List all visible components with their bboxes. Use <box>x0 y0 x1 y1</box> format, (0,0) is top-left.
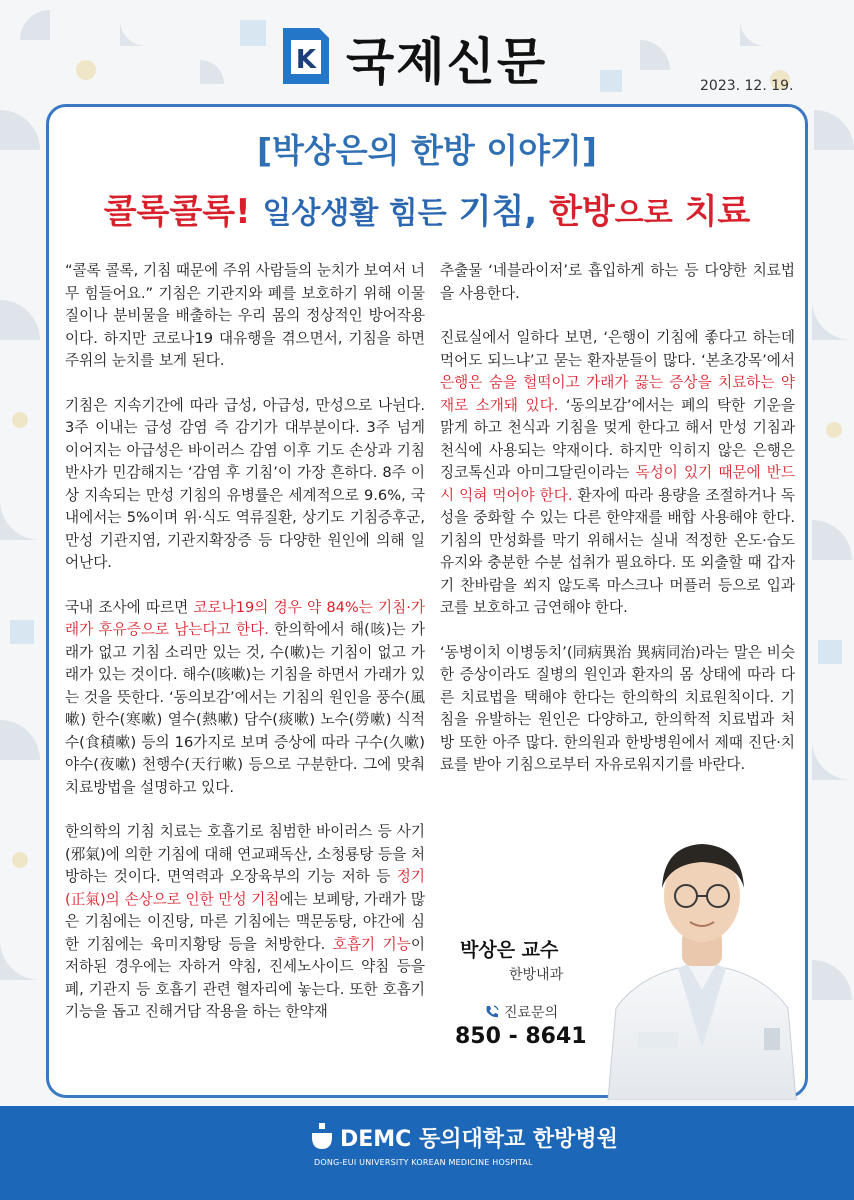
article-column-left <box>65 260 425 1046</box>
paragraph <box>65 597 425 800</box>
contact-label: 진료문의 <box>504 1005 559 1021</box>
article-column-right <box>440 260 795 799</box>
headline-part-2: 일상생활 힘든 <box>262 196 447 231</box>
paragraph: ‘동병이치 이병동치’(同病異治 異病同治)라는 말은 비슷한 증상이라도 질병의 원인과 환자의 몸 상태에 따라 다른 치료법을 택해야 한다는 한의학의 치료원칙이다. 기침을 유발하는 원인은 다양하고, 한의학적 치료법과 처방 또한 아주 많다. 한의원과 한방병원에서 제때 진단·치료를 받아 기침으로부터 자유로워지기를 바란다. <box>440 643 795 773</box>
headline-part-3: 기침, <box>458 192 538 232</box>
paragraph: “콜록 콜록, 기침 때문에 주위 사람들의 눈치가 보여서 너무 힘들어요.” 기침은 기관지와 폐를 보호하기 위해 이물질이나 분비물을 배출하는 우리 몸의 정상적인 방어작용이다. 하지만 코로나19 대유행을 겪으면서, 기침을 하면 주위의 눈치를 보게 된다. <box>65 262 425 369</box>
text-run: 이 저하된 경우에는 자하거 약침, 진세노사이드 약침 등을 폐, 기관지 등 호흡기 관련 혈자리에 놓는다. 또한 호흡기 기능을 돕고 진해거담 작용을 하는 한약재 <box>65 935 425 1020</box>
headline-part-5: 으로 <box>614 196 673 231</box>
phone-icon <box>484 1004 500 1020</box>
headline-part-6: 치료 <box>684 192 751 232</box>
highlighted-text: 정기(正氣)의 손상으로 인한 만성 기침 <box>65 868 425 908</box>
series-title: [박상은의 한방 이야기] <box>256 131 598 170</box>
text-run: 에는 보폐탕, 가래가 많은 기침에는 이진탕, 마른 기침에는 맥문동탕, 야간에 심한 기침에는 육미지황탕 등을 처방한다. <box>65 890 425 953</box>
hospital-logo-icon <box>310 1123 334 1149</box>
paragraph: 기침은 지속기간에 따라 급성, 아급성, 만성으로 나뉜다. 3주 이내는 급성 감염 즉 감기가 대부분이다. 3주 넘게 이어지는 아급성은 바이러스 감염 이후 기도 손상과 기침 반사가 민감해지는 ‘감염 후 기침’이 가장 흔하다. 8주 이상 지속되는 만성 기침의 유병률은 세계적으로 9.6%, 국내에서는 5%이며 위·식도 역류질환, 상기도 기침증후군, 만성 기관지염, 기관지확장증 등 다양한 원인에 의해 일어난다. <box>65 396 425 571</box>
text-run: 국내 조사에 따르면 <box>65 598 194 616</box>
text-run: 한의학에서 해(咳)는 가래가 없고 기침 소리만 있는 것, 수(嗽)는 기침이 없고 가래가 있는 것이다. 해수(咳嗽)는 기침을 하면서 가래가 있는 것을 뜻한다. ‘동의보감’에서는 기침의 원인을 풍수(風嗽) 한수(寒嗽) 열수(熱嗽) 담수(痰嗽) 노수(勞嗽) 식적수(食積嗽) 등의 16가지로 보며 증상에 따라 구수(久嗽) 야수(夜嗽) 천행수(天行嗽) 등으로 구분한다. 그에 맞춰 치료방법을 설명하고 있다. <box>65 621 425 796</box>
text-run: 진료실에서 일하다 보면, ‘은행이 기침에 좋다고 하는데 먹어도 되느냐’고 묻는 환자분들이 많다. ‘본초강목’에서 <box>440 329 795 369</box>
author-portrait <box>598 818 806 1100</box>
author-name: 박상은 교수 <box>460 939 559 961</box>
hospital-english-name: DONG-EUI UNIVERSITY KOREAN MEDICINE HOSPITAL <box>314 1158 533 1167</box>
highlighted-text: 독성이 있기 때문에 반드시 익혀 먹어야 한다. <box>440 464 795 504</box>
phone-number: 850 - 8641 <box>455 1024 587 1049</box>
newspaper-name: 국제신문 <box>346 33 548 91</box>
hospital-name: DEMC 동의대학교 한방병원 <box>340 1127 618 1152</box>
highlighted-text: 호흡기 기능 <box>332 935 411 953</box>
text-run: 한의학의 기침 치료는 호흡기로 침범한 바이러스 등 사기(邪氣)에 의한 기침에 대해 연교패독산, 소청룡탕 등을 처방하는 것이다. 면역력과 오장육부의 기능 저하 등 <box>65 823 425 885</box>
paragraph: 추출물 ‘네블라이저’로 흡입하게 하는 등 다양한 치료법을 사용한다. <box>440 262 795 302</box>
headline-part-1: 콜록콜록! <box>103 192 251 232</box>
author-department: 한방내과 <box>509 967 564 983</box>
headline-part-4: 한방 <box>549 192 615 232</box>
text-run: ‘동의보감’에서는 폐의 탁한 기운을 맑게 하고 천식과 기침을 멎게 한다고 해서 만성 기침과 천식에 사용되는 약재이다. 하지만 익히지 않은 은행은 징코톡신과 아미그달린이라는 <box>440 396 796 481</box>
headline <box>0 184 854 233</box>
highlighted-text: 코로나19의 경우 약 84%는 기침·가래가 후유증으로 남는다고 한다. <box>65 598 425 638</box>
paragraph <box>65 821 425 1024</box>
highlighted-text: 은행은 숨을 헐떡이고 가래가 끓는 증상을 치료하는 약재로 소개돼 있다. <box>440 374 795 414</box>
k-logo-icon <box>281 26 331 86</box>
footer-bar <box>0 1106 854 1200</box>
publication-date: 2023. 12. 19. <box>700 78 794 94</box>
paragraph <box>440 327 795 620</box>
text-run: 환자에 따라 용량을 조절하거나 독성을 중화할 수 있는 다른 한약재를 배합 사용해야 한다. 기침의 만성화를 막기 위해서는 실내 적정한 온도·습도 유지와 충분한 수분 섭취가 필요하다. 또 외출할 때 갑자기 찬바람을 쐬지 않도록 마스크나 머플러 등으로 입과 코를 보호하고 금연해야 한다. <box>440 486 795 616</box>
svg-text:K: K <box>295 45 317 75</box>
masthead <box>0 0 854 110</box>
